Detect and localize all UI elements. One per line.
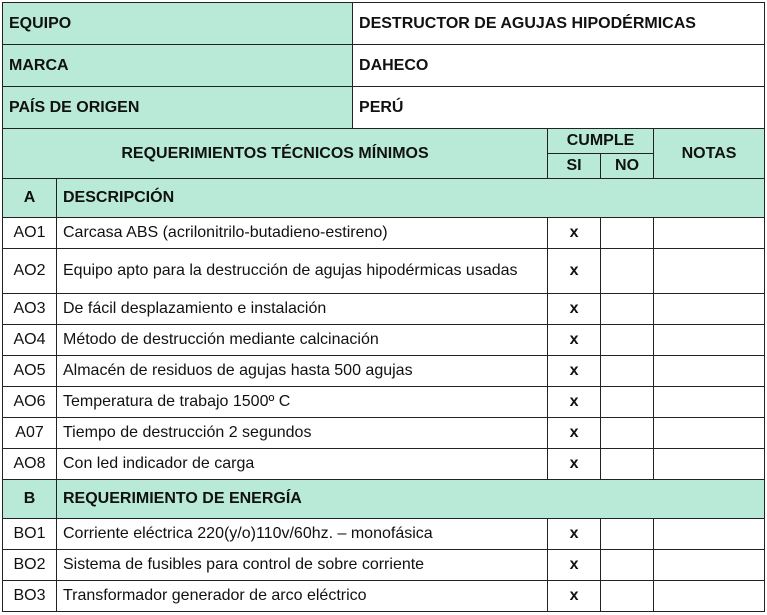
si-header: SI — [548, 154, 601, 179]
table-row — [3, 387, 765, 418]
section-row-a — [3, 179, 765, 218]
notes-cell — [654, 519, 765, 550]
item-code: AO5 — [3, 356, 57, 387]
header-label: EQUIPO — [3, 3, 353, 45]
notes-cell — [654, 325, 765, 356]
header-row-equipo — [3, 3, 765, 45]
header-value: DAHECO — [353, 45, 765, 87]
table-row — [3, 294, 765, 325]
no-mark — [601, 418, 654, 449]
notes-cell — [654, 550, 765, 581]
item-code: AO4 — [3, 325, 57, 356]
column-header-row — [3, 129, 765, 154]
no-mark — [601, 356, 654, 387]
item-code: AO1 — [3, 218, 57, 249]
table-row — [3, 550, 765, 581]
table-row — [3, 249, 765, 294]
no-mark — [601, 449, 654, 480]
item-code: BO2 — [3, 550, 57, 581]
cumple-header: CUMPLE — [548, 129, 654, 154]
item-code: AO6 — [3, 387, 57, 418]
item-description: Equipo apto para la destrucción de agujas hipodérmicas usadas — [57, 249, 548, 294]
header-row-marca — [3, 45, 765, 87]
no-mark — [601, 325, 654, 356]
item-code: BO1 — [3, 519, 57, 550]
item-description: Carcasa ABS (acrilonitrilo-butadieno-estireno) — [57, 218, 548, 249]
notes-cell — [654, 356, 765, 387]
notes-cell — [654, 249, 765, 294]
item-description: Transformador generador de arco eléctrico — [57, 581, 548, 612]
notes-cell — [654, 418, 765, 449]
no-mark — [601, 218, 654, 249]
si-mark: x — [548, 449, 601, 480]
notes-cell — [654, 294, 765, 325]
item-description: Sistema de fusibles para control de sobre corriente — [57, 550, 548, 581]
si-mark: x — [548, 294, 601, 325]
header-value: PERÚ — [353, 87, 765, 129]
si-mark: x — [548, 550, 601, 581]
no-mark — [601, 387, 654, 418]
si-mark: x — [548, 519, 601, 550]
header-label: PAÍS DE ORIGEN — [3, 87, 353, 129]
header-label: MARCA — [3, 45, 353, 87]
table-row — [3, 581, 765, 612]
requirements-header: REQUERIMIENTOS TÉCNICOS MÍNIMOS — [3, 129, 548, 179]
si-mark: x — [548, 356, 601, 387]
item-description: Almacén de residuos de agujas hasta 500 agujas — [57, 356, 548, 387]
si-mark: x — [548, 581, 601, 612]
header-row-pais — [3, 87, 765, 129]
si-mark: x — [548, 387, 601, 418]
item-description: Método de destrucción mediante calcinación — [57, 325, 548, 356]
item-code: BO3 — [3, 581, 57, 612]
item-description: Tiempo de destrucción 2 segundos — [57, 418, 548, 449]
table-row — [3, 418, 765, 449]
table-row — [3, 325, 765, 356]
section-title: DESCRIPCIÓN — [57, 179, 765, 218]
item-code: AO2 — [3, 249, 57, 294]
notes-cell — [654, 581, 765, 612]
item-code: AO3 — [3, 294, 57, 325]
section-title: REQUERIMIENTO DE ENERGÍA — [57, 480, 765, 519]
table-row — [3, 218, 765, 249]
no-mark — [601, 249, 654, 294]
item-description: De fácil desplazamiento e instalación — [57, 294, 548, 325]
section-letter: B — [3, 480, 57, 519]
section-letter: A — [3, 179, 57, 218]
item-code: A07 — [3, 418, 57, 449]
si-mark: x — [548, 418, 601, 449]
notes-cell — [654, 218, 765, 249]
no-mark — [601, 581, 654, 612]
item-code: AO8 — [3, 449, 57, 480]
item-description: Con led indicador de carga — [57, 449, 548, 480]
no-mark — [601, 550, 654, 581]
no-mark — [601, 294, 654, 325]
si-mark: x — [548, 218, 601, 249]
section-row-b — [3, 480, 765, 519]
item-description: Corriente eléctrica 220(y/o)110v/60hz. – monofásica — [57, 519, 548, 550]
header-value: DESTRUCTOR DE AGUJAS HIPODÉRMICAS — [353, 3, 765, 45]
no-header: NO — [601, 154, 654, 179]
table-row — [3, 519, 765, 550]
spec-table — [2, 2, 765, 612]
item-description: Temperatura de trabajo 1500º C — [57, 387, 548, 418]
table-row — [3, 449, 765, 480]
si-mark: x — [548, 325, 601, 356]
no-mark — [601, 519, 654, 550]
notas-header: NOTAS — [654, 129, 765, 179]
notes-cell — [654, 449, 765, 480]
notes-cell — [654, 387, 765, 418]
si-mark: x — [548, 249, 601, 294]
table-row — [3, 356, 765, 387]
